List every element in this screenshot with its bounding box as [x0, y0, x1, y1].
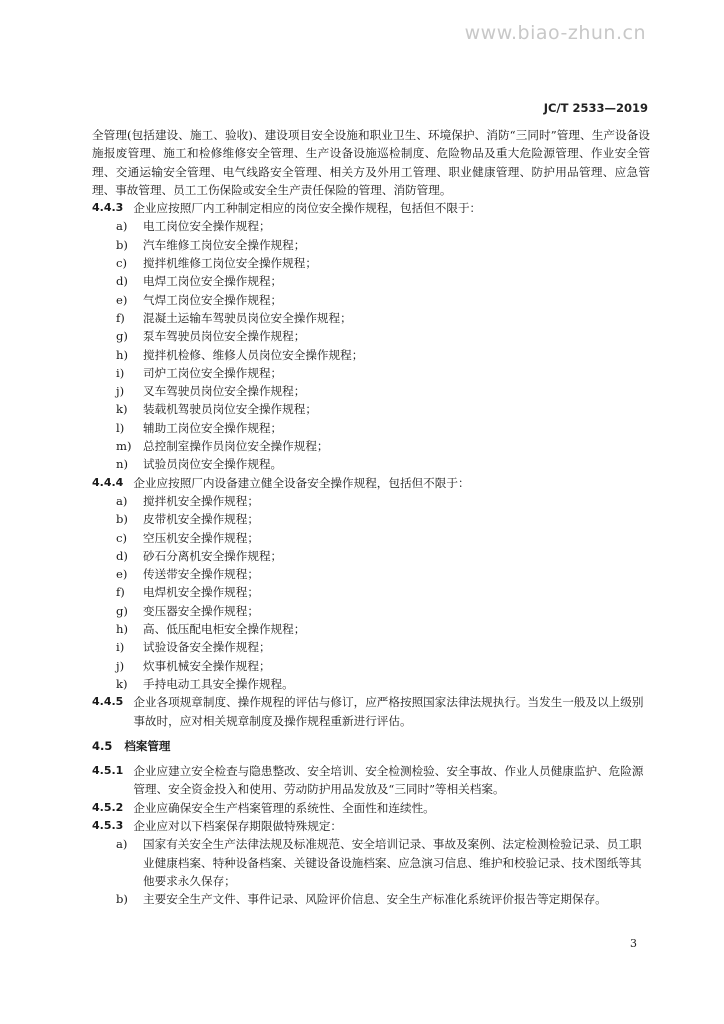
list-item — [92, 547, 650, 565]
list-item — [92, 583, 650, 601]
clause-4-5-3 — [92, 817, 650, 835]
item-text: 空压机安全操作规程； — [143, 530, 259, 545]
list-item — [92, 675, 650, 693]
item-text: 变压器安全操作规程； — [143, 603, 259, 618]
item-mark: b) — [116, 512, 128, 527]
item-mark: g) — [116, 329, 128, 344]
clause-number: 4.4.5 — [92, 695, 124, 709]
list-item — [92, 455, 650, 473]
section-title: 档案管理 — [124, 738, 171, 753]
item-mark: c) — [116, 530, 128, 545]
list-item — [92, 382, 650, 400]
document-body — [92, 126, 650, 908]
item-mark: j) — [116, 658, 125, 673]
list-item — [92, 236, 650, 254]
item-text: 手持电动工具安全操作规程。 — [143, 676, 294, 691]
item-mark: n) — [116, 457, 128, 472]
item-mark: g) — [116, 603, 128, 618]
clause-text: 企业应按照厂内工种制定相应的岗位安全操作规程，包括但不限于： — [133, 201, 482, 216]
list-item — [92, 602, 650, 620]
item-mark: a) — [116, 837, 128, 852]
watermark-text: www.biao-zhun.cn — [464, 22, 646, 44]
item-text: 总控制室操作员岗位安全操作规程； — [143, 439, 329, 454]
item-text: 泵车驾驶员岗位安全操作规程； — [143, 329, 306, 344]
list-item — [92, 291, 650, 309]
item-text: 主要安全生产文件、事件记录、风险评价信息、安全生产标准化系统评价报告等定期保存。 — [143, 892, 607, 907]
item-text: 气焊工岗位安全操作规程； — [143, 292, 283, 307]
clause-text: 企业应确保安全生产档案管理的系统性、全面性和连续性。 — [133, 800, 435, 815]
list-item — [92, 272, 650, 290]
clause-4-5-2 — [92, 799, 650, 817]
list-item — [92, 309, 650, 327]
item-text: 叉车驾驶员岗位安全操作规程； — [143, 384, 306, 399]
clause-text: 企业各项规章制度、操作规程的评估与修订，应严格按照国家法律法规执行。当发生一般及以上级别事故时，应对相关规章制度及操作规程重新进行评估。 — [133, 695, 644, 728]
item-mark: l) — [116, 420, 125, 435]
list-item — [92, 657, 650, 675]
item-mark: a) — [116, 219, 128, 234]
list-item — [92, 510, 650, 528]
list-item — [92, 529, 650, 547]
item-text: 辅助工岗位安全操作规程； — [143, 420, 283, 435]
list-item — [92, 620, 650, 638]
clause-4-4-3 — [92, 199, 650, 217]
item-text: 汽车维修工岗位安全操作规程； — [143, 237, 306, 252]
page-number: 3 — [630, 937, 637, 950]
item-mark: c) — [116, 256, 128, 271]
item-text: 试验员岗位安全操作规程。 — [143, 457, 283, 472]
item-mark: e) — [116, 292, 128, 307]
clause-text: 企业应建立安全检查与隐患整改、安全培训、安全检测检验、安全事故、作业人员健康监护、危险源管理、安全资金投入和使用、劳动防护用品发放及“三同时”等相关档案。 — [133, 764, 644, 797]
list-item — [92, 217, 650, 235]
item-mark: d) — [116, 274, 128, 289]
item-text: 高、低压配电柜安全操作规程； — [143, 622, 306, 637]
list-item — [92, 437, 650, 455]
clause-number: 4.5.2 — [92, 800, 124, 814]
list-item — [92, 565, 650, 583]
item-mark: k) — [116, 402, 128, 417]
clause-text: 企业应按照厂内设备建立健全设备安全操作规程，包括但不限于： — [133, 475, 470, 490]
item-text: 装载机驾驶员岗位安全操作规程； — [143, 402, 317, 417]
item-mark: a) — [116, 493, 128, 508]
item-text: 搅拌机安全操作规程； — [143, 493, 259, 508]
item-mark: m) — [116, 439, 132, 454]
clause-number: 4.5.1 — [92, 764, 124, 778]
list-item — [92, 364, 650, 382]
item-mark: h) — [116, 622, 128, 637]
item-text: 国家有关安全生产法律法规及标准规范、安全培训记录、事故及案例、法定检测检验记录、员工职业健康档案、特种设备档案、关键设备设施档案、应急演习信息、维护和校验记录、技术图纸等其他要求永久保存； — [143, 837, 642, 888]
item-text: 电焊机安全操作规程； — [143, 585, 259, 600]
item-text: 试验设备安全操作规程； — [143, 640, 271, 655]
list-item — [92, 254, 650, 272]
list-item — [92, 419, 650, 437]
item-mark: f) — [116, 585, 125, 600]
list-item — [92, 492, 650, 510]
item-mark: k) — [116, 676, 128, 691]
item-mark: i) — [116, 640, 125, 655]
item-mark: j) — [116, 384, 125, 399]
item-mark: e) — [116, 567, 128, 582]
standard-code: JC/T 2533—2019 — [543, 101, 648, 115]
list-item — [92, 327, 650, 345]
item-text: 皮带机安全操作规程； — [143, 512, 259, 527]
item-text: 搅拌机检修、维修人员岗位安全操作规程； — [143, 347, 364, 362]
clause-4-4-5 — [92, 693, 650, 730]
clause-number: 4.4.4 — [92, 475, 124, 489]
item-mark: i) — [116, 365, 125, 380]
item-text: 搅拌机维修工岗位安全操作规程； — [143, 256, 317, 271]
clause-4-5-1 — [92, 762, 650, 799]
item-mark: h) — [116, 347, 128, 362]
list-item — [92, 638, 650, 656]
item-text: 司炉工岗位安全操作规程； — [143, 365, 283, 380]
item-text: 传送带安全操作规程； — [143, 567, 259, 582]
intro-paragraph: 全管理(包括建设、施工、验收)、建设项目安全设施和职业卫生、环境保护、消防“三同时”管理、生产设备设施报废管理、施工和检修维修安全管理、生产设备设施巡检制度、危险物品及重大危险源管理、作业安全管理、交通运输安全管理、电气线路安全管理、相关方及外用工管理、职业健康管理、防护用品管理、应急管理、事故管理、员工工伤保险或安全生产责任保险的管理、消防管理。 — [92, 128, 650, 197]
list-item — [92, 835, 650, 890]
item-text: 电焊工岗位安全操作规程； — [143, 274, 283, 289]
item-text: 混凝土运输车驾驶员岗位安全操作规程； — [143, 310, 352, 325]
section-number: 4.5 — [92, 738, 113, 753]
list-item — [92, 890, 650, 908]
clause-4-4-4 — [92, 474, 650, 492]
item-mark: f) — [116, 310, 125, 325]
item-mark: b) — [116, 892, 128, 907]
item-text: 砂石分离机安全操作规程； — [143, 548, 283, 563]
list-item — [92, 346, 650, 364]
item-text: 炊事机械安全操作规程； — [143, 658, 271, 673]
section-heading-4-5 — [92, 737, 650, 755]
clause-text: 企业应对以下档案保存期限做特殊规定： — [133, 818, 343, 833]
clause-number: 4.5.3 — [92, 818, 124, 832]
clause-number: 4.4.3 — [92, 201, 124, 215]
item-mark: d) — [116, 548, 128, 563]
list-item — [92, 400, 650, 418]
item-mark: b) — [116, 237, 128, 252]
item-text: 电工岗位安全操作规程； — [143, 219, 271, 234]
